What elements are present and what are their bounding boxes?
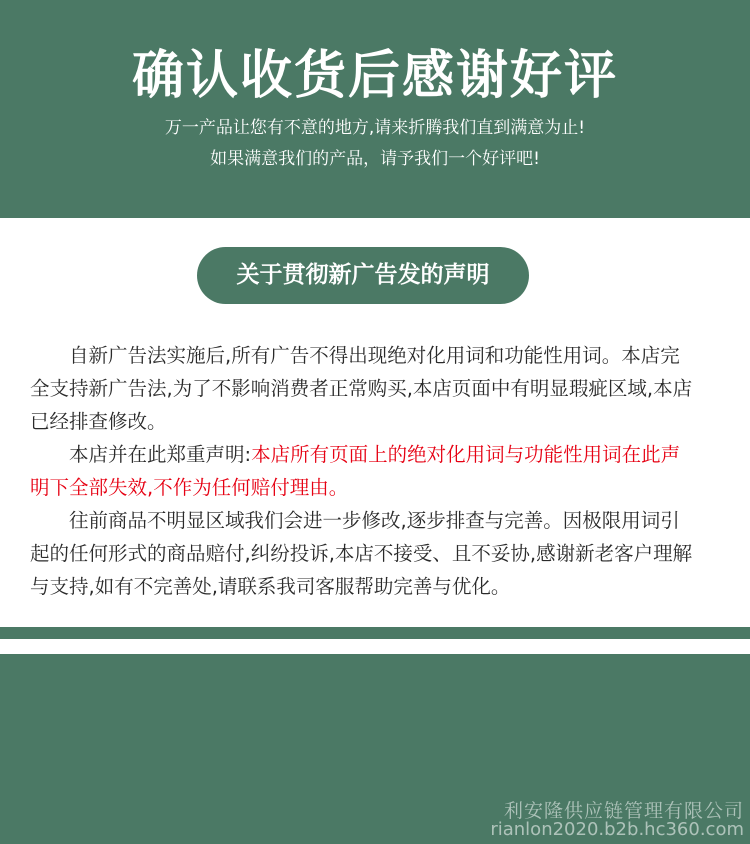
statement-paragraph-1: 自新广告法实施后,所有广告不得出现绝对化用词和功能性用词。本店完全支持新广告法,为了不影响消费者正常购买,本店页面中有明显瑕疵区域,本店已经排查修改。 xyxy=(30,344,693,433)
section-heading-pill: 关于贯彻新广告发的声明 xyxy=(197,247,529,304)
statement-declaration-highlight: 本店所有页面上的绝对化用词与功能性用词在此声明下全部失效,不作为任何赔付理由。 xyxy=(30,443,681,499)
divider-band xyxy=(0,627,750,639)
statement-declaration-lead: 本店并在此郑重声明: xyxy=(69,443,252,466)
statement-body xyxy=(30,339,698,603)
watermark-company: 利安隆供应链管理有限公司 xyxy=(503,800,744,822)
banner-subtitle-1: 万一产品让您有不意的地方,请来折腾我们直到满意为止! xyxy=(164,118,586,138)
watermark-url: rianlon2020.b2b.hc360.com xyxy=(490,819,744,840)
banner-subtitle-2: 如果满意我们的产品，请予我们一个好评吧! xyxy=(210,149,540,169)
statement-paragraph-2 xyxy=(30,438,698,504)
page-title: 确认收货后感谢好评 xyxy=(131,46,618,106)
statement-paragraph-3: 往前商品不明显区域我们会进一步修改,逐步排查与完善。因极限用词引起的任何形式的商品赔付,纠纷投诉,本店不接受、且不妥协,感谢新老客户理解与支持,如有不完善处,请联系我司客服帮助完善与优化。 xyxy=(30,509,693,598)
